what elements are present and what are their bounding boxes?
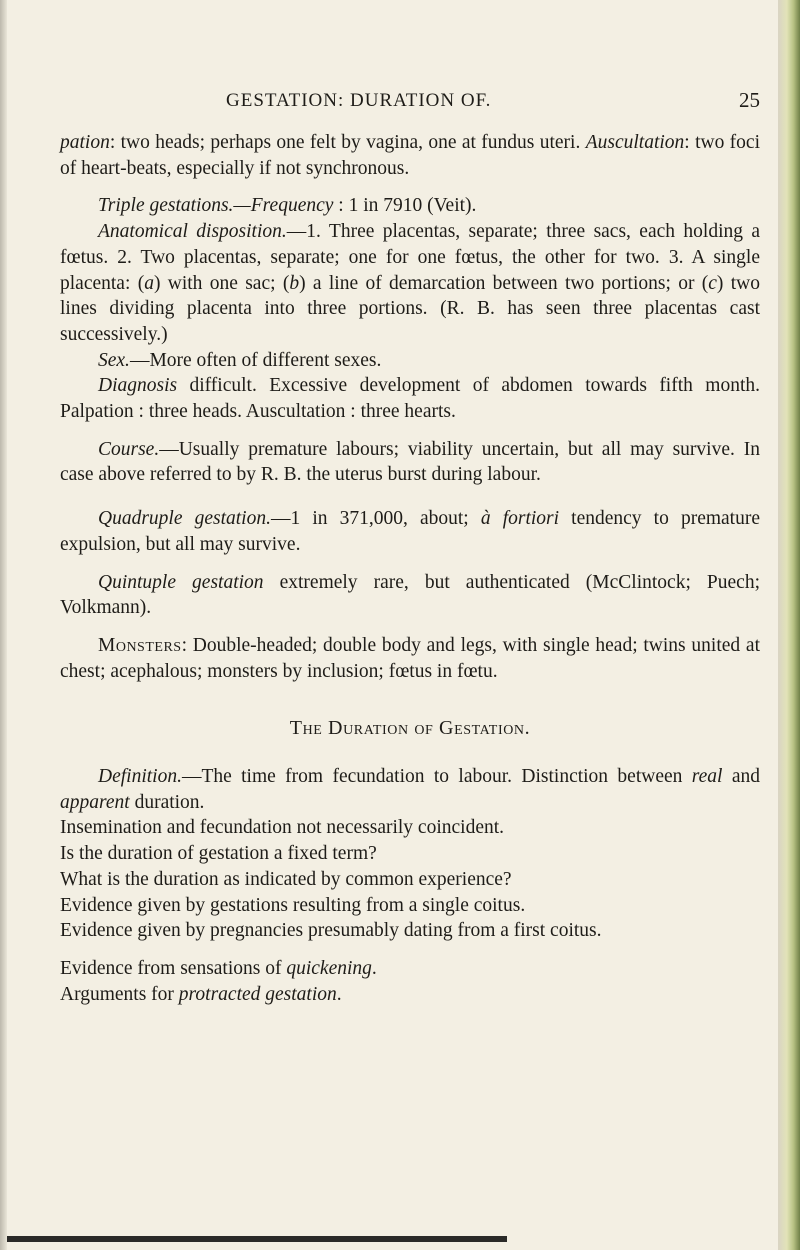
- text-run: duration.: [129, 791, 205, 813]
- page-header: [60, 90, 760, 118]
- italic-term: Course.: [98, 438, 160, 460]
- text-run: : 1 in 7910 (Veit).: [333, 195, 477, 217]
- running-head: GESTATION: DURATION OF.: [226, 90, 492, 111]
- text-run: ) a line of demarcation between two portions; or (: [299, 272, 709, 294]
- list-item: Evidence given by gestations resulting from a single coitus.: [60, 894, 526, 916]
- italic-term: Sex.: [98, 349, 130, 371]
- italic-term: a: [144, 272, 154, 294]
- paragraph-triple-frequency: [60, 193, 760, 219]
- text-run: tendency to premature expulsion, but all may survive.: [60, 508, 760, 555]
- paragraph-diagnosis: [60, 373, 760, 424]
- text-run: : two foci of heart-beats, especially if not synchronous.: [60, 132, 761, 179]
- text-run: —1. Three placentas, separate; three sacs, each holding a fœtus. 2. Two placentas, separate; one for one fœtus, the other for two. 3. A single placenta: (: [60, 221, 761, 294]
- text-run: —More often of different sexes.: [129, 349, 382, 371]
- small-caps-term: Monsters: [98, 634, 182, 656]
- italic-term: Quadruple gestation.: [98, 508, 271, 530]
- section-heading: The Duration of Gestation.: [289, 717, 531, 740]
- text-run: —Usually premature labours; viability uncertain, but all may survive. In case above referred to by R. B. the uterus burst during labour.: [60, 438, 760, 486]
- italic-term: protracted gestation: [178, 983, 337, 1005]
- bottom-scan-edge: [7, 1236, 507, 1242]
- paragraph-quadruple: [60, 506, 760, 557]
- paragraph-course: [60, 437, 760, 488]
- page-number: 25: [739, 88, 760, 112]
- italic-term: Auscultation: [585, 132, 685, 153]
- italic-term: pation: [60, 132, 110, 153]
- text-run: ) with one sac; (: [153, 272, 290, 294]
- text-run: ) two lines dividing placenta into three portions. (R. B. has seen three placentas cast successively.): [60, 272, 760, 345]
- text-run: extremely rare, but authenticated (McClintock; Puech; Volkmann).: [60, 571, 760, 619]
- text-run: —The time from fecundation to labour. Distinction between: [181, 766, 692, 788]
- paragraph-definition: [60, 764, 760, 815]
- list-item: Evidence given by pregnancies presumably dating from a first coitus.: [60, 920, 602, 942]
- paragraph-twins-diagnosis: [60, 130, 760, 181]
- list-item-protracted: [60, 982, 760, 1008]
- italic-term: apparent: [60, 791, 130, 813]
- paragraph-sex: [60, 348, 760, 374]
- text-run: and: [722, 766, 760, 788]
- page-body: [60, 130, 760, 1007]
- italic-term: b: [289, 272, 300, 294]
- italic-term: Quintuple gestation: [98, 571, 264, 593]
- text-run: .: [371, 957, 377, 979]
- paragraph-anatomical-disposition: [60, 219, 760, 348]
- list-item: What is the duration as indicated by common experience?: [60, 868, 512, 890]
- italic-term: real: [691, 766, 723, 788]
- italic-term: quickening: [286, 957, 372, 979]
- list-item: Insemination and fecundation not necessarily coincident.: [60, 817, 505, 839]
- italic-term: à fortiori: [480, 508, 560, 530]
- italic-term: Anatomical disposition.: [98, 221, 287, 243]
- text-run: .: [336, 983, 342, 1005]
- text-run: : Double-headed; double body and legs, with single head; twins united at chest; acephalous; monsters by inclusion; fœtus in fœtu.: [60, 634, 760, 682]
- italic-term: Definition.: [98, 766, 182, 788]
- text-run: difficult. Excessive development of abdomen towards fifth month. Palpation : three heads. Auscultation : three hearts.: [60, 375, 760, 423]
- italic-term: Diagnosis: [98, 375, 178, 397]
- text-run: Arguments for: [60, 983, 179, 1005]
- text-run: Evidence from sensations of: [60, 957, 287, 979]
- text-run: —1 in 371,000, about;: [270, 508, 481, 530]
- list-item: Is the duration of gestation a fixed term?: [60, 843, 377, 865]
- paragraph-quintuple: [60, 570, 760, 621]
- italic-term: Triple gestations.—Frequency: [98, 195, 334, 217]
- list-item-quickening: [60, 956, 760, 982]
- paragraph-monsters: [60, 633, 760, 684]
- page-edge-right: [778, 0, 800, 1250]
- page-edge-left: [0, 0, 7, 1250]
- italic-term: c: [708, 272, 717, 294]
- text-run: : two heads; perhaps one felt by vagina, one at fundus uteri.: [109, 132, 586, 153]
